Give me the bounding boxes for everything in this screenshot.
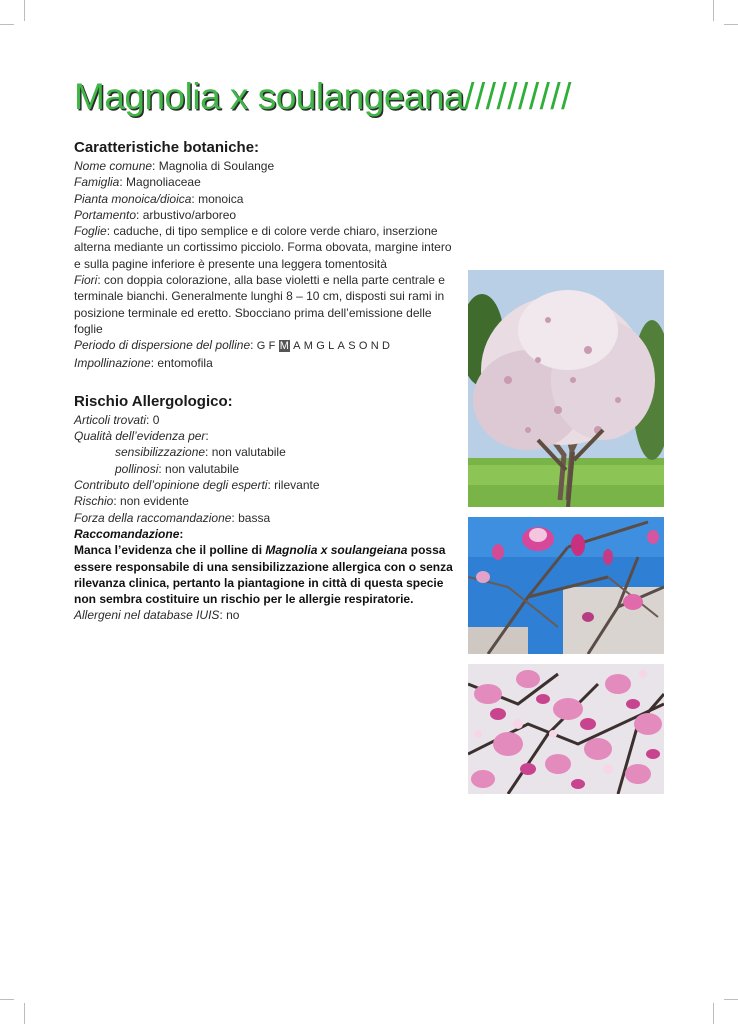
blossoms-illustration bbox=[468, 664, 664, 794]
page-title bbox=[74, 76, 572, 118]
crop-mark-bottom-right bbox=[713, 1003, 714, 1024]
content-column bbox=[74, 138, 456, 624]
family-value: Magnoliaceae bbox=[126, 175, 201, 190]
plant-type-label: Pianta monoica/dioica bbox=[74, 191, 192, 206]
month-jan: G bbox=[256, 340, 266, 353]
title-text: Magnolia x soulangeana bbox=[74, 76, 465, 117]
common-name-label: Nome comune bbox=[74, 159, 153, 173]
month-jun: G bbox=[316, 340, 326, 353]
photo-pink-blossoms bbox=[468, 664, 664, 794]
crop-mark-bottom-left-h bbox=[0, 999, 14, 1000]
habit-value: arbustivo/arboreo bbox=[142, 207, 237, 222]
month-mar-highlighted: M bbox=[279, 340, 290, 353]
title-slashes: ////////// bbox=[464, 76, 572, 117]
flowers-label: Fiori bbox=[74, 273, 98, 288]
evidence-label: Qualità dell’evidenza per bbox=[74, 429, 206, 444]
iuis-line: Allergeni nel database IUIS: no bbox=[74, 608, 240, 623]
month-aug: A bbox=[337, 340, 346, 353]
flowers-line: Fiori: con doppia colorazione, alla base violetti e nella parte centrale e terminale bianchi. Generalmente lunghi 8 – 10 cm, disposti sui rami in posizione terminale ed eretto. Sbocciano prima dell’emissione delle foglie bbox=[74, 273, 445, 336]
strength-line: Forza della raccomandazione: bassa bbox=[74, 510, 271, 525]
photo-tree-whole bbox=[468, 270, 664, 507]
pollinosis-label: pollinosi bbox=[115, 461, 159, 476]
photo-flowers-sky bbox=[468, 517, 664, 654]
risk-label: Rischio bbox=[74, 494, 114, 509]
leaves-line: Foglie: caduche, di tipo semplice e di colore verde chiaro, inserzione alterna mediante un cortissimo picciolo. Forma obovata, margine intero e sulla pagine inferiore è presente una leggera tomentosità bbox=[74, 224, 452, 271]
iuis-value: no bbox=[226, 608, 240, 623]
pollinosis-value: non valutabile bbox=[165, 461, 240, 476]
month-may: M bbox=[303, 340, 314, 353]
sensitization-value: non valutabile bbox=[211, 445, 286, 460]
tree-illustration bbox=[468, 270, 664, 507]
family-line: Famiglia: Magnoliaceae bbox=[74, 175, 201, 190]
recommendation-species: Magnolia x soulangeiana bbox=[265, 543, 408, 558]
common-name-line: Nome comune: Magnolia di Soulange bbox=[74, 159, 275, 173]
month-oct: O bbox=[358, 340, 368, 353]
risk-value: non evidente bbox=[120, 494, 189, 509]
experts-label: Contributo dell’opinione degli esperti bbox=[74, 478, 268, 493]
crop-mark-top-right bbox=[713, 0, 714, 21]
pollen-period-label: Periodo di dispersione del polline bbox=[74, 338, 251, 353]
experts-line: Contributo dell’opinione degli esperti: rilevante bbox=[74, 478, 320, 493]
habit-label: Portamento bbox=[74, 207, 137, 222]
pollinosis-line: pollinosi: non valutabile bbox=[115, 461, 240, 476]
flowers-value: con doppia colorazione, alla base violetti e nella parte centrale e terminale bianchi. Generalmente lunghi 8 – 10 cm, disposti sui rami in posizione terminale ed eretto. Sbocciano prima dell’emissione delle foglie bbox=[74, 273, 445, 336]
month-sep: S bbox=[348, 340, 356, 353]
recommendation-part2: possa essere responsabile di una sensibilizzazione allergica con o senza rilevanza clinica, pertanto la piantagione in città di questa specie non sembra costituire un rischio per le allergie respiratorie. bbox=[74, 543, 453, 607]
month-nov: N bbox=[370, 340, 379, 353]
leaves-label: Foglie bbox=[74, 224, 107, 239]
iuis-label: Allergeni nel database IUIS bbox=[74, 608, 220, 623]
risk-line: Rischio: non evidente bbox=[74, 494, 189, 509]
articles-label: Articoli trovati bbox=[74, 412, 147, 427]
pollination-value: entomofila bbox=[157, 355, 213, 370]
month-apr: A bbox=[293, 340, 301, 353]
leaves-value: caduche, di tipo semplice e di colore verde chiaro, inserzione alterna mediante un cortissimo picciolo. Forma obovata, margine intero e sulla pagine inferiore è presente una leggera tomentosità bbox=[74, 224, 452, 271]
sensitization-label: sensibilizzazione bbox=[115, 445, 206, 460]
recommendation-heading-line: Raccomandazione: bbox=[74, 526, 184, 541]
articles-value: 0 bbox=[152, 412, 160, 427]
botany-heading: Caratteristiche botaniche: bbox=[74, 139, 260, 156]
sensitization-line: sensibilizzazione: non valutabile bbox=[115, 445, 286, 460]
crop-mark-bottom-left bbox=[24, 1003, 25, 1024]
crop-mark-bottom-right-h bbox=[724, 999, 738, 1000]
crop-mark-top-left bbox=[24, 0, 25, 21]
plant-type-line: Pianta monoica/dioica: monoica bbox=[74, 191, 244, 206]
crop-mark-top-left-h bbox=[0, 24, 14, 25]
common-name-value: Magnolia di Soulange bbox=[158, 159, 275, 173]
month-dec: D bbox=[381, 340, 391, 353]
month-jul: L bbox=[328, 340, 335, 353]
plant-type-value: monoica bbox=[198, 191, 244, 206]
pollen-period-line: Periodo di dispersione del polline: G F M A M G L A S O N D bbox=[74, 337, 456, 354]
crop-mark-top-right-h bbox=[724, 24, 738, 25]
recommendation-text bbox=[74, 542, 456, 607]
strength-label: Forza della raccomandazione bbox=[74, 510, 232, 525]
strength-value: bassa bbox=[238, 510, 271, 525]
pollination-line: Impollinazione: entomofila bbox=[74, 355, 213, 370]
evidence-line: Qualità dell’evidenza per: bbox=[74, 429, 209, 444]
allergy-heading: Rischio Allergologico: bbox=[74, 392, 233, 410]
pollination-label: Impollinazione bbox=[74, 355, 151, 370]
family-label: Famiglia bbox=[74, 175, 120, 190]
flowers-sky-illustration bbox=[468, 517, 664, 654]
habit-line: Portamento: arbustivo/arboreo bbox=[74, 207, 237, 222]
articles-line: Articoli trovati: 0 bbox=[74, 412, 160, 427]
month-feb: F bbox=[268, 340, 276, 353]
recommendation-label: Raccomandazione bbox=[74, 526, 180, 541]
recommendation-part1: Manca l’evidenza che il polline di bbox=[74, 543, 266, 558]
experts-value: rilevante bbox=[274, 478, 320, 493]
